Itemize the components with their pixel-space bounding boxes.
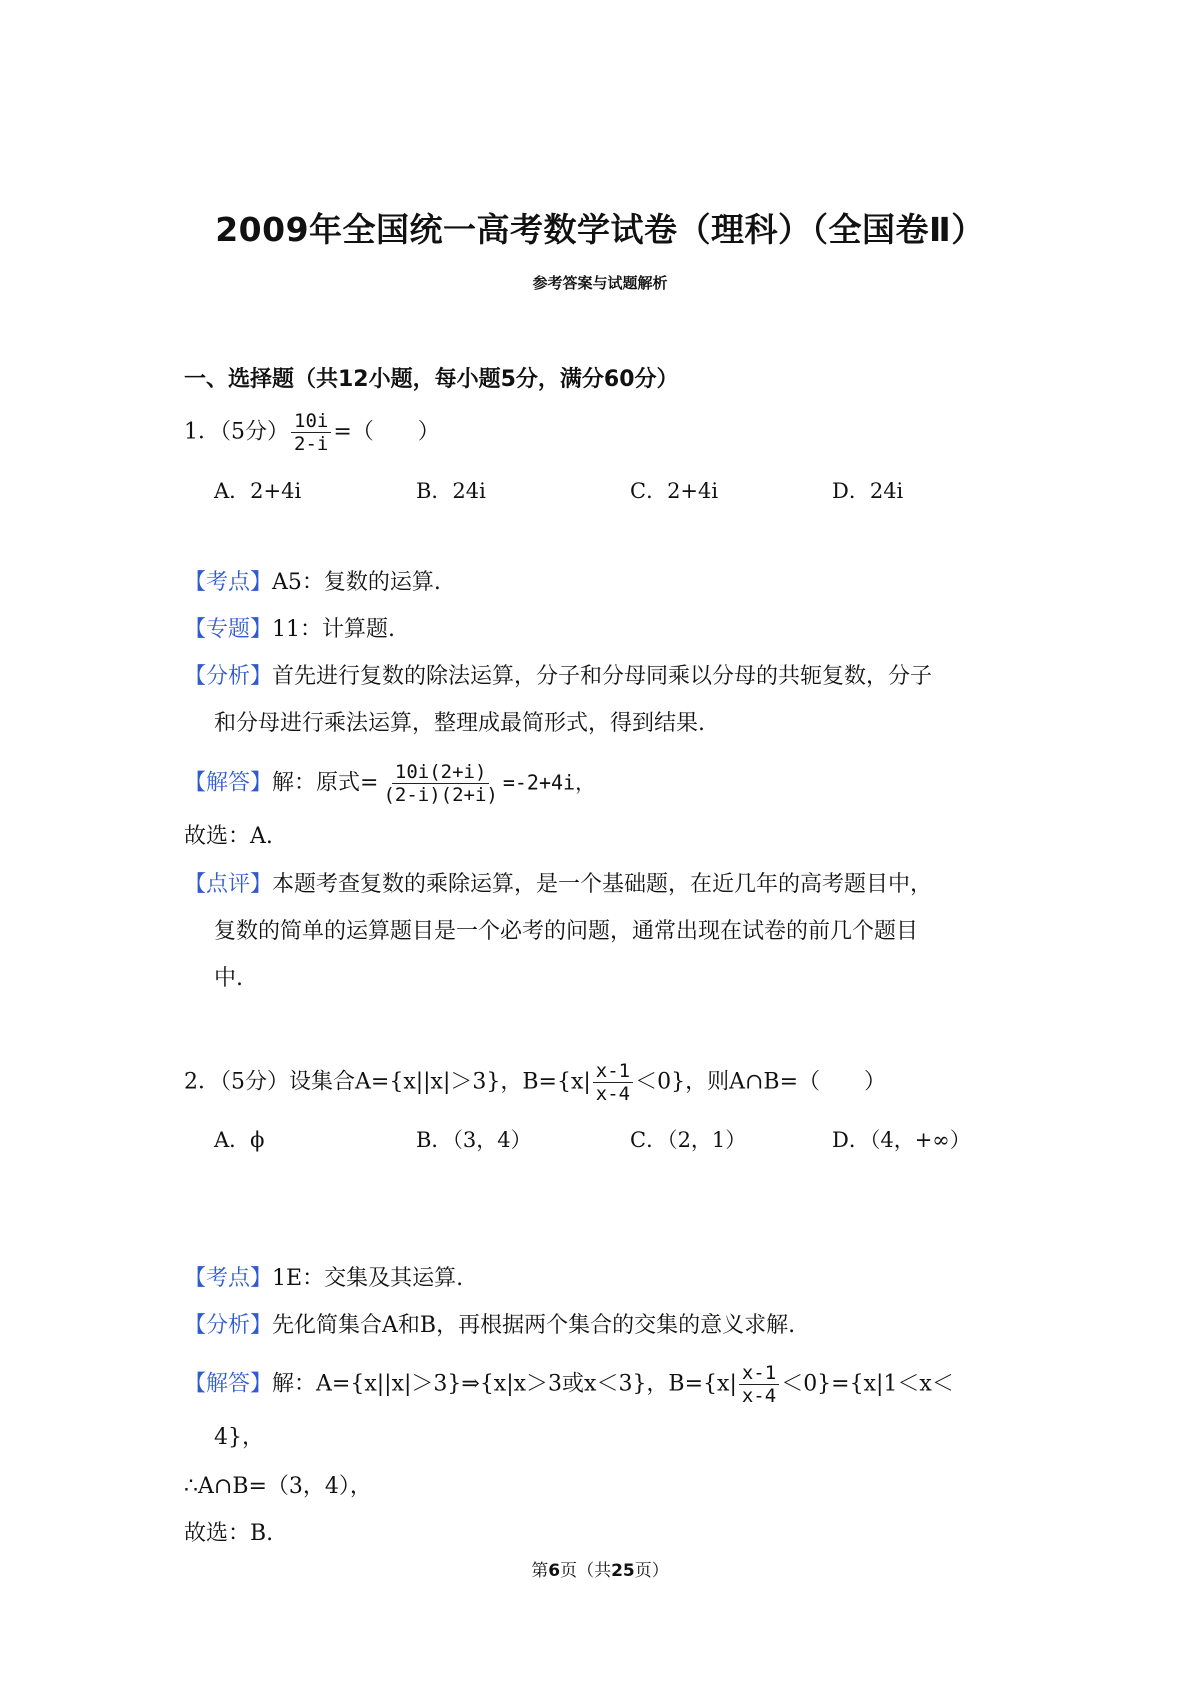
fenxi-tag: 【分析】 xyxy=(184,664,273,689)
jieda-prefix: 解：原式= xyxy=(272,770,379,796)
question-1-stem xyxy=(184,410,440,455)
kaodian-text: A5：复数的运算. xyxy=(272,570,441,595)
fraction-denominator: x-4 xyxy=(595,1083,631,1105)
jieda-fraction xyxy=(380,761,500,806)
q2-conclusion: ∴A∩B=（3，4）， xyxy=(184,1474,372,1499)
q2-option-c: C．（﻿2，1） xyxy=(630,1128,747,1152)
q2-fenxi xyxy=(184,1311,795,1341)
q1-jieda xyxy=(184,761,595,806)
q1-dianping-cont-2: 中. xyxy=(214,966,243,991)
q1-option-a: A．﻿2+4i xyxy=(214,479,302,503)
q1-dianping-cont-1: 复数的简单的运算题目是一个必考的问题，通常出现在试卷的前几个题目 xyxy=(214,919,919,944)
zhuanti-text: 11：计算题. xyxy=(272,617,396,642)
footer-pre: 第 xyxy=(531,1561,549,1581)
footer-total-pages: 25 xyxy=(611,1561,635,1581)
fraction-denominator: 2-i xyxy=(294,433,329,455)
jieda-prefix: 解：A={x||x|＞3}⇒{x|x＞3或x＜﻿3}，B={x| xyxy=(272,1371,737,1397)
q2-kaodian xyxy=(184,1264,463,1294)
dianping-tag: 【点评】 xyxy=(184,872,273,897)
question-1-fraction xyxy=(291,410,331,455)
fraction-numerator: x-1 xyxy=(593,1060,633,1083)
q1-dianping xyxy=(184,870,932,900)
section-heading: 一、选择题（共12小题，每小题5分，满分60分） xyxy=(184,367,679,392)
jieda-tag: 【解答】 xyxy=(184,770,273,796)
q1-option-c: C．2+4i xyxy=(630,479,719,503)
q1-fenxi xyxy=(184,662,932,692)
page-subtitle: 参考答案与试题解析 xyxy=(532,274,668,292)
q2-guxuan: 故选：B. xyxy=(184,1521,274,1546)
question-1-suffix: =（ ） xyxy=(333,419,440,445)
q1-zhuanti xyxy=(184,615,395,645)
question-1-prefix: 1．（5分） xyxy=(184,419,289,445)
footer-post: 页） xyxy=(634,1561,669,1581)
question-2-stem xyxy=(184,1060,886,1105)
q1-option-d: D．2﻿4i xyxy=(832,479,904,503)
kaodian-text: 1E：交集及其运算. xyxy=(272,1266,464,1291)
q2-option-a: A．ϕ xyxy=(214,1128,265,1152)
jieda-fraction xyxy=(739,1362,779,1407)
q1-guxuan: 故选：A. xyxy=(184,824,273,849)
fraction-denominator: (2-i)(2+i) xyxy=(383,784,498,806)
fenxi-text: 先化简集合A和B，再根据两个集合的交集的意义求解. xyxy=(272,1313,796,1338)
jieda-suffix: ＜0}={x|1＜x＜ xyxy=(781,1371,954,1397)
footer-page-number: 6 xyxy=(548,1561,561,1581)
zhuanti-tag: 【专题】 xyxy=(184,617,273,642)
q1-fenxi-cont: 和分母进行乘法运算，整理成最简形式，得到结果. xyxy=(214,711,705,736)
fenxi-text-1: 首先进行复数的除法运算，分子和分母同乘以分母的共轭复数，分子 xyxy=(272,664,933,689)
kaodian-tag: 【考点】 xyxy=(184,1266,273,1291)
dianping-text-1: 本题考查复数的乘除运算，是一个基础题，在近几年的高考题目中， xyxy=(272,872,933,897)
jieda-tag: 【解答】 xyxy=(184,1371,273,1397)
q2-option-d: D．（4，+∞） xyxy=(832,1128,971,1152)
q2-jieda xyxy=(184,1362,954,1407)
question-2-suffix: ＜0}，则A∩B=（ ） xyxy=(635,1069,887,1095)
footer-mid: 页（共 xyxy=(560,1561,612,1581)
q1-option-b: B．﻿2﻿4i xyxy=(416,479,486,503)
question-2-prefix: 2．（5分）设集合A={x||x|＞3}，B={x| xyxy=(184,1069,591,1095)
jieda-suffix: =-2+4i， xyxy=(502,770,596,795)
fenxi-tag: 【分析】 xyxy=(184,1313,273,1338)
question-2-fraction xyxy=(593,1060,633,1105)
page-footer xyxy=(0,1556,1200,1581)
fraction-denominator: x-4 xyxy=(741,1385,777,1407)
q2-option-b: B．（3，4） xyxy=(416,1128,532,1152)
fraction-numerator: x-1 xyxy=(739,1362,779,1385)
q2-jieda-cont: 4}， xyxy=(214,1425,264,1450)
fraction-numerator: 10i(2+i) xyxy=(392,761,490,784)
kaodian-tag: 【考点】 xyxy=(184,570,273,595)
page-title: 2009年全国统一高考数学试卷（理科）（全国卷Ⅱ） xyxy=(215,210,985,249)
q1-kaodian xyxy=(184,568,441,598)
fraction-numerator: 10i xyxy=(291,410,331,433)
